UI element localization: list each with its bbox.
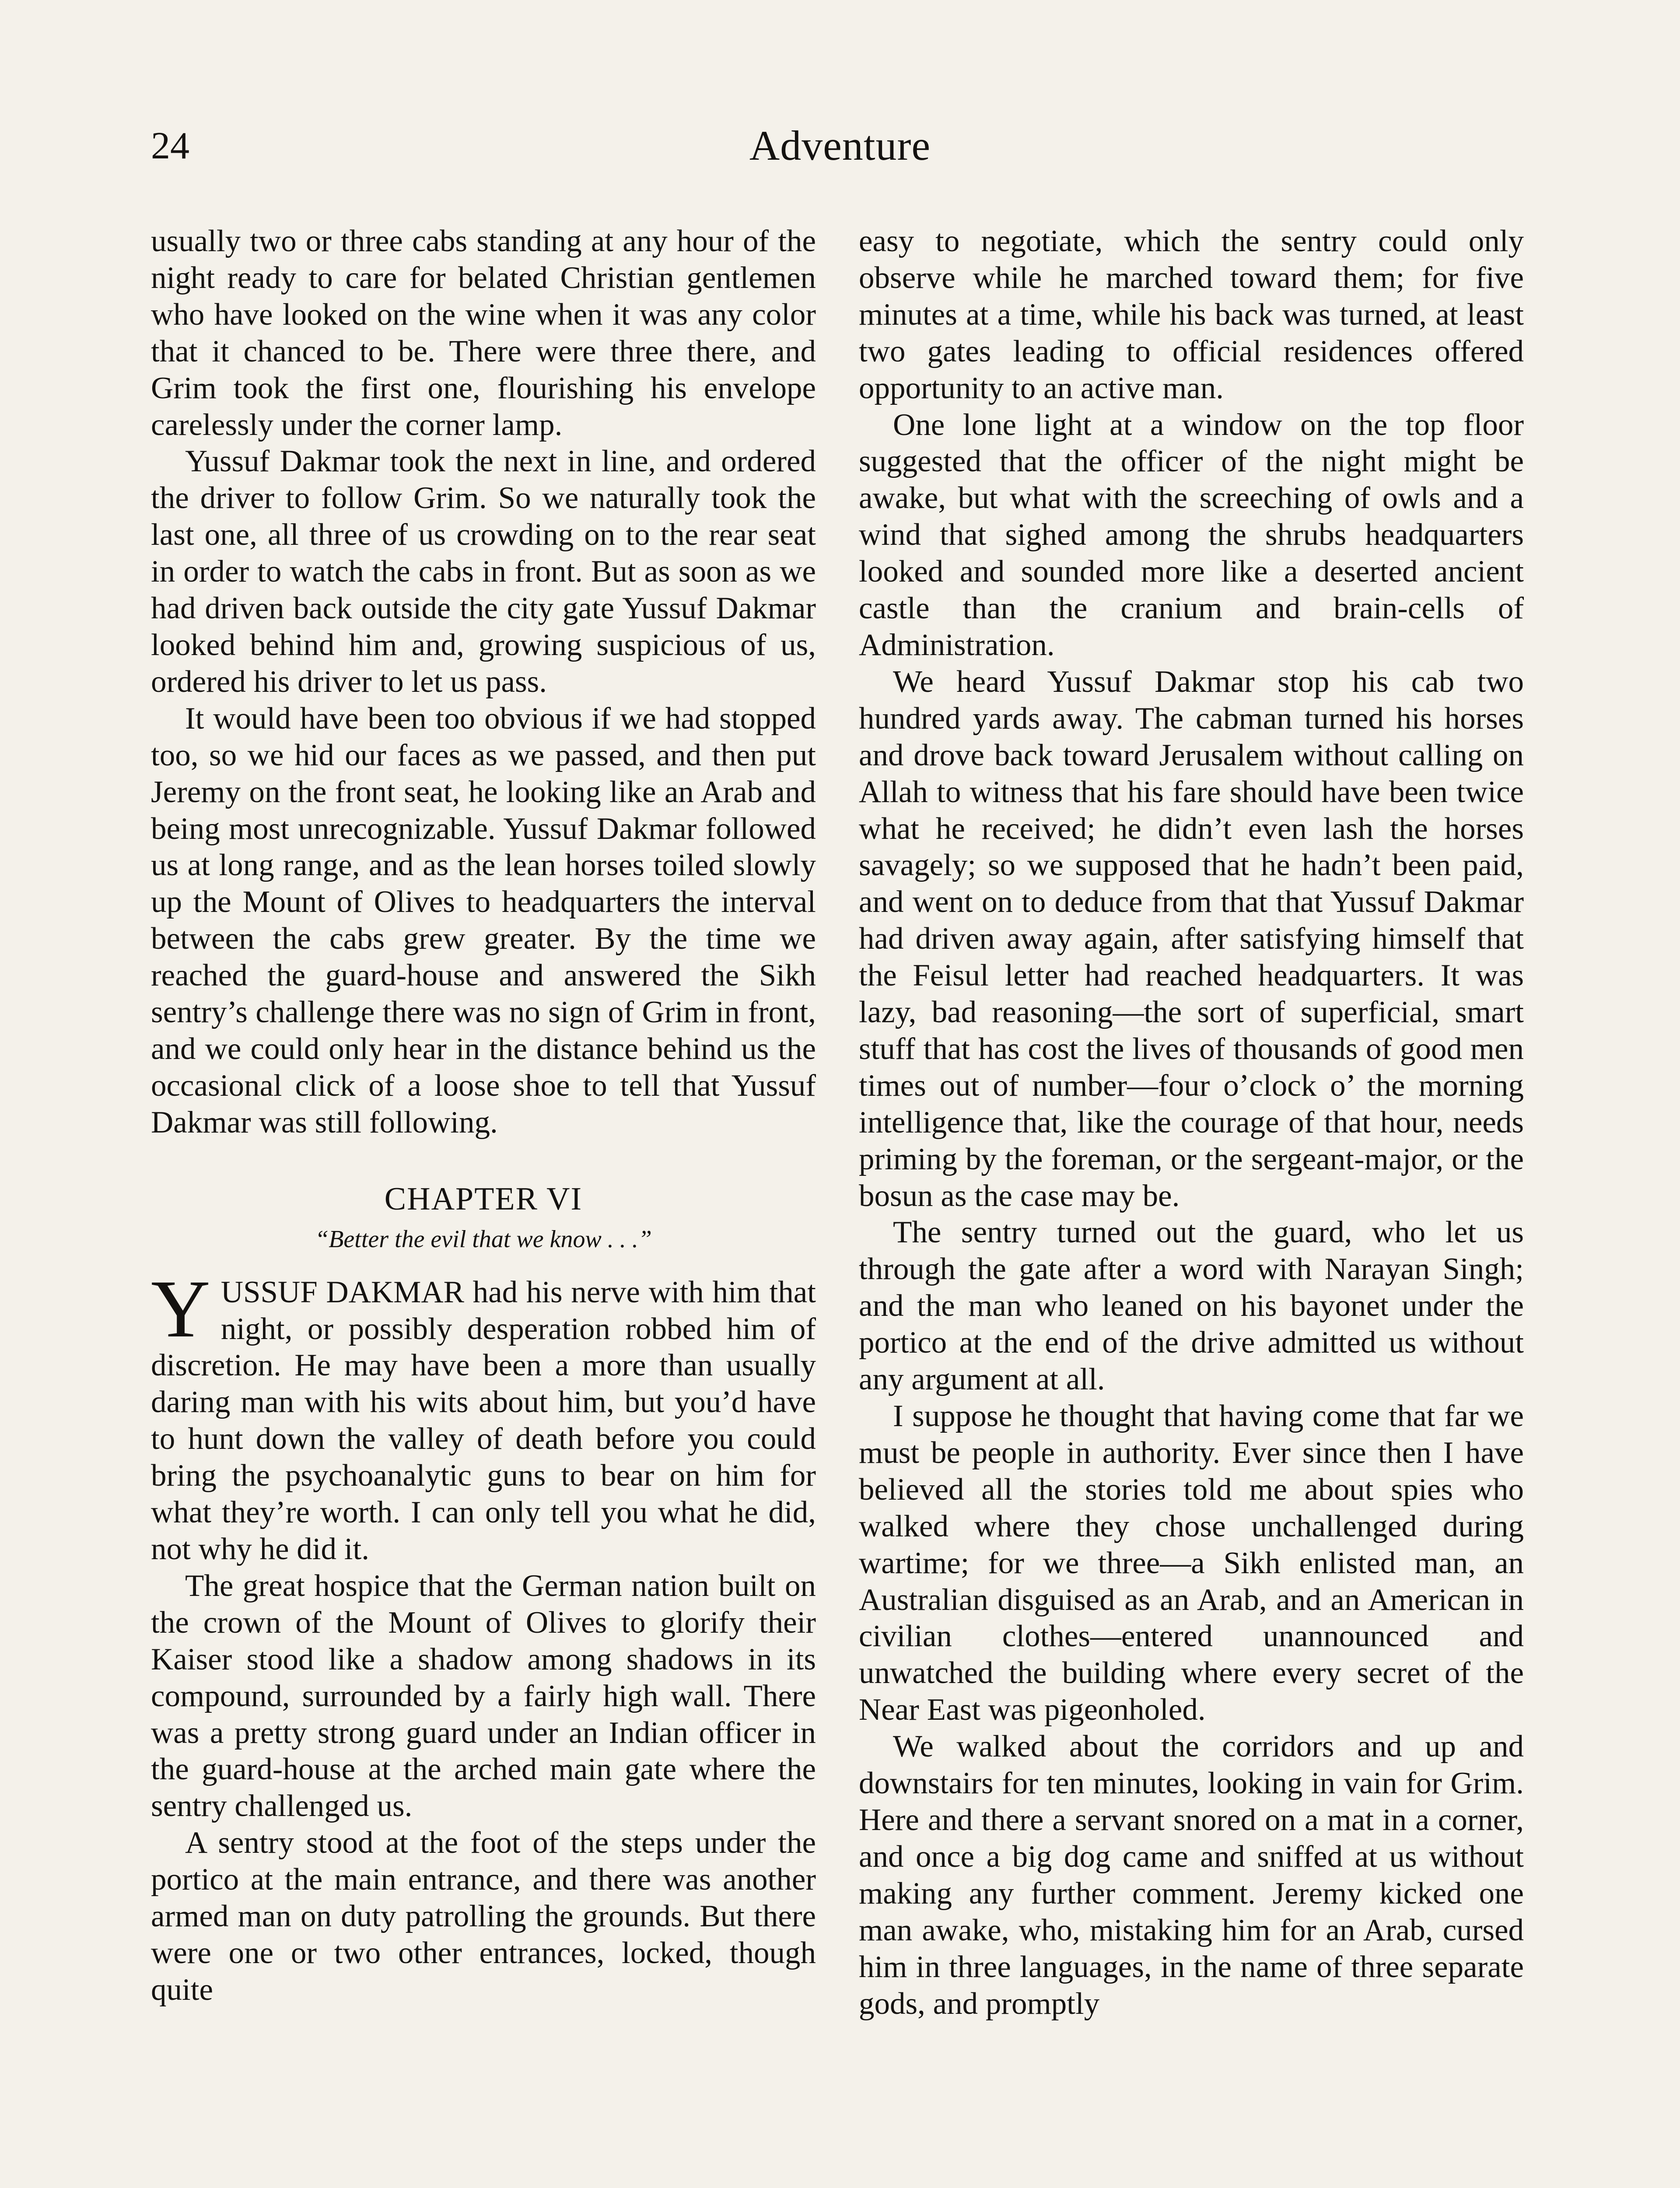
paragraph: One lone light at a window on the top floor suggested that the officer of the night might be awake, but what with the screeching of owls and a wind that sighed among the shrubs headquarters looked and sounded more like a deserted ancient castle than the cranium and brain-cells of Administration.	[859, 407, 1524, 662]
paragraph: We walked about the corridors and up and downstairs for ten minutes, looking in vain for Grim. Here and there a servant snored on a mat in a corner, and once a big dog came and sniffed at us without making any further comment. Jeremy kicked one man awake, who, mistaking him for an Arab, cursed him in three languages, in the name of three separate gods, and promptly	[859, 1729, 1524, 2021]
right-column	[859, 223, 1524, 2022]
paragraph: Yussuf Dakmar took the next in line, and ordered the driver to follow Grim. So we naturally took the last one, all three of us crowding on to the rear seat in order to watch the cabs in front. But as soon as we had driven back outside the city gate Yussuf Dakmar looked behind him and, growing suspicious of us, ordered his driver to let us pass.	[151, 444, 816, 699]
paragraph: The sentry turned out the guard, who let us through the gate after a word with Narayan Singh; and the man who leaned on his bayonet under the portico at the end of the drive admitted us without any argument at all.	[859, 1215, 1524, 1397]
running-title: Adventure	[749, 122, 931, 169]
paragraph: I suppose he thought that having come that far we must be people in authority. Ever since then I have believed all the stories told me about spies who walked where they chose unchallenged during wartime; for we three—a Sikh enlisted man, an Australian disguised as an Arab, and an American in civilian clothes—entered unannounced and unwatched the building where every secret of the Near East was pigeonholed.	[859, 1399, 1524, 1727]
paragraph: easy to negotiate, which the sentry could only observe while he marched toward them; for five minutes at a time, while his back was turned, at least two gates leading to official residences offered opportunity to an active man.	[859, 224, 1524, 405]
paragraph: We heard Yussuf Dakmar stop his cab two hundred yards away. The cabman turned his horses and drove back toward Jerusalem without calling on Allah to witness that his fare should have been twice what he received; he didn’t even lash the horses savagely; so we supposed that he hadn’t been paid, and went on to deduce from that that Yussuf Dakmar had driven away again, after satisfying himself that the Feisul letter had reached headquarters. It was lazy, bad reasoning—the sort of superficial, smart stuff that has cost the lives of thousands of good men times out of number—four o’clock o’ the morning intelligence that, like the courage of that hour, needs priming by the foreman, or the sergeant-major, or the bosun as the case may be.	[859, 664, 1524, 1213]
paragraph: A sentry stood at the foot of the steps under the portico at the main entrance, and there was another armed man on duty patrolling the grounds. But there were one or two other entrances, locked, though quite	[151, 1826, 816, 2007]
chapter-heading: CHAPTER VI	[384, 1181, 583, 1217]
left-column	[151, 223, 816, 2009]
chapter-opening-paragraph	[151, 1262, 816, 1568]
paragraph: usually two or three cabs standing at any hour of the night ready to care for belated Christian gentlemen who have looked on the wine when it was any color that it chanced to be. There were three there, and Grim took the first one, flourishing his envelope carelessly under the corner lamp.	[151, 224, 816, 442]
paragraph: It would have been too obvious if we had stopped too, so we hid our faces as we passed, and then put Jeremy on the front seat, he looking like an Arab and being most unrecognizable. Yussuf Dakmar followed us at long range, and as the lean horses toiled slowly up the Mount of Olives to headquarters the interval between the cabs grew greater. By the time we reached the guard-house and answered the Sikh sentry’s challenge there was no sign of Grim in front, and we could only hear in the distance behind us the occasional click of a loose shoe to tell that Yussuf Dakmar was still following.	[151, 701, 816, 1140]
paragraph: The great hospice that the German nation built on the crown of the Mount of Olives to glorify their Kaiser stood like a shadow among shadows in its compound, surrounded by a fairly high wall. There was a pretty strong guard under an Indian officer in the guard-house at the arched main gate where the sentry challenged us.	[151, 1568, 816, 1823]
page-number: 24	[151, 125, 189, 167]
drop-cap-initial: Y	[151, 1262, 210, 1354]
chapter-opening-text: USSUF DAKMAR had his nerve with him that night, or possibly desperation robbed him of discretion. He may have been a more than usually daring man with his wits about him, but you’d have to hunt down the valley of death before you could bring the psychoanalytic guns to bear on him for what they’re worth. I can only tell you what he did, not why he did it.	[151, 1275, 816, 1566]
chapter-epigraph: “Better the evil that we know . . .”	[315, 1225, 652, 1253]
